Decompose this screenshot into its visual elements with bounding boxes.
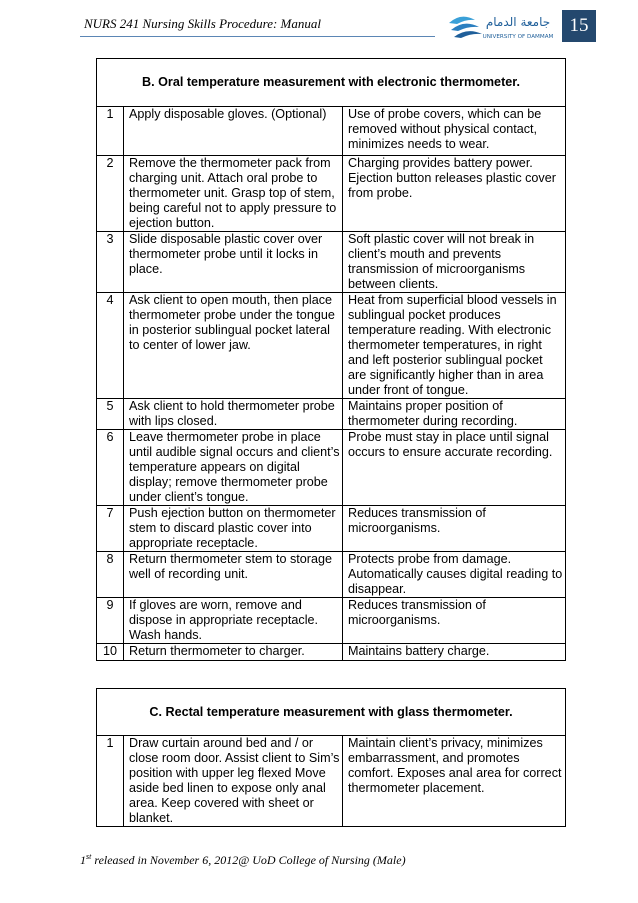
section-heading: B. Oral temperature measurement with electronic thermometer. (97, 59, 566, 107)
step-number: 2 (97, 156, 124, 232)
step-number: 7 (97, 506, 124, 552)
svg-text:جامعة الدمام: جامعة الدمام (485, 15, 551, 29)
step-action: Ask client to open mouth, then place thermometer probe under the tongue in posterior sublingual pocket lateral to center of lower jaw. (124, 293, 343, 399)
step-action: Return thermometer stem to storage well of recording unit. (124, 552, 343, 598)
table-row (97, 644, 566, 661)
step-rationale: Charging provides battery power. Ejection button releases plastic cover from probe. (343, 156, 566, 232)
footer-ordinal-suffix: st (86, 852, 92, 861)
table-row (97, 736, 566, 827)
step-number: 5 (97, 399, 124, 430)
step-rationale: Probe must stay in place until signal occurs to ensure accurate recording. (343, 430, 566, 506)
step-action: Slide disposable plastic cover over thermometer probe until it locks in place. (124, 232, 343, 293)
step-rationale: Soft plastic cover will not break in client’s mouth and prevents transmission of microorganisms between clients. (343, 232, 566, 293)
step-number: 1 (97, 107, 124, 156)
step-rationale: Protects probe from damage. Automatically causes digital reading to disappear. (343, 552, 566, 598)
procedure-table-rectal (96, 688, 566, 827)
section-heading-row (97, 59, 566, 107)
footer-ordinal: 1 (80, 853, 86, 867)
step-action: Push ejection button on thermometer stem to discard plastic cover into appropriate receptacle. (124, 506, 343, 552)
footer-text: released in November 6, 2012@ UoD College of Nursing (Male) (91, 853, 406, 867)
step-rationale: Reduces transmission of microorganisms. (343, 598, 566, 644)
step-number: 1 (97, 736, 124, 827)
step-action: Remove the thermometer pack from charging unit. Attach oral probe to thermometer unit. Grasp top of stem, being careful not to apply pressure to ejection button. (124, 156, 343, 232)
table-row (97, 232, 566, 293)
step-rationale: Maintains battery charge. (343, 644, 566, 661)
table-row (97, 156, 566, 232)
step-number: 4 (97, 293, 124, 399)
step-action: If gloves are worn, remove and dispose in appropriate receptacle. Wash hands. (124, 598, 343, 644)
step-action: Draw curtain around bed and / or close room door. Assist client to Sim’s position with upper leg flexed Move aside bed linen to expose only anal area. Keep covered with sheet or blanket. (124, 736, 343, 827)
step-action: Apply disposable gloves. (Optional) (124, 107, 343, 156)
step-number: 6 (97, 430, 124, 506)
step-number: 8 (97, 552, 124, 598)
section-heading-row (97, 689, 566, 736)
procedure-table-oral (96, 58, 566, 661)
table-row (97, 506, 566, 552)
university-logo (445, 9, 553, 43)
table-row (97, 293, 566, 399)
step-rationale: Maintain client’s privacy, minimizes embarrassment, and promotes comfort. Exposes anal area for correct thermometer placement. (343, 736, 566, 827)
step-number: 9 (97, 598, 124, 644)
table-row (97, 552, 566, 598)
table-row (97, 107, 566, 156)
step-rationale: Heat from superficial blood vessels in sublingual pocket produces temperature reading. With electronic thermometer temperatures, in right and left posterior sublingual pocket are significantly higher than in area under front of tongue. (343, 293, 566, 399)
step-action: Ask client to hold thermometer probe with lips closed. (124, 399, 343, 430)
table-row (97, 399, 566, 430)
table-row (97, 598, 566, 644)
table-row (97, 430, 566, 506)
header-divider (80, 36, 435, 37)
step-number: 3 (97, 232, 124, 293)
header-title: NURS 241 Nursing Skills Procedure: Manual (84, 16, 321, 31)
step-number: 10 (97, 644, 124, 661)
step-action: Leave thermometer probe in place until audible signal occurs and client’s temperature appears on digital display; remove thermometer probe under client’s tongue. (124, 430, 343, 506)
footer-release-note (80, 852, 406, 868)
section-heading: C. Rectal temperature measurement with glass thermometer. (97, 689, 566, 736)
svg-text:UNIVERSITY OF DAMMAM: UNIVERSITY OF DAMMAM (482, 34, 553, 40)
step-rationale: Reduces transmission of microorganisms. (343, 506, 566, 552)
page-number: 15 (562, 10, 596, 42)
step-rationale: Use of probe covers, which can be removed without physical contact, minimizes needs to wear. (343, 107, 566, 156)
step-action: Return thermometer to charger. (124, 644, 343, 661)
step-rationale: Maintains proper position of thermometer during recording. (343, 399, 566, 430)
